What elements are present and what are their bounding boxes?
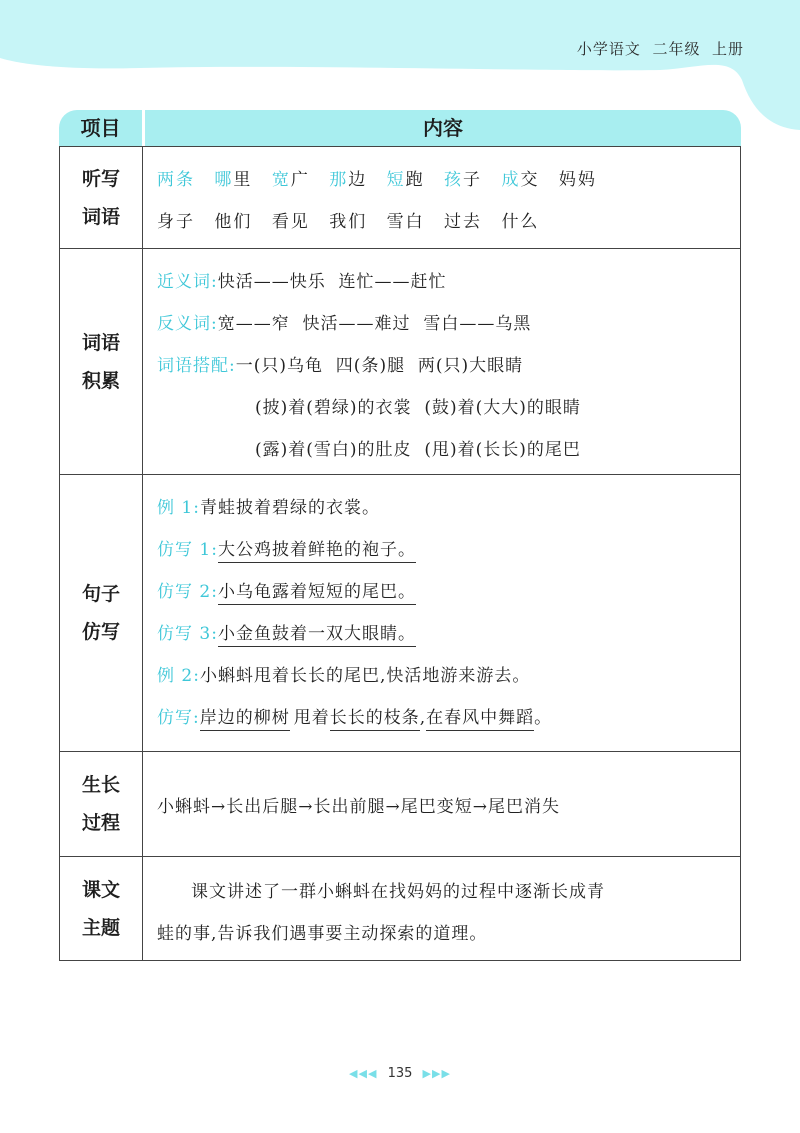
dictation-word: 宽广 (271, 170, 310, 190)
dictation-word: 过去 (444, 212, 483, 232)
imitation-answer-part: 岸边的柳树 (200, 708, 290, 731)
imitation-line (157, 577, 416, 602)
arrow-icon: → (298, 797, 314, 817)
collocation-line (255, 393, 581, 418)
row-label (60, 147, 143, 248)
growth-stage: 长出后腿 (226, 797, 299, 817)
row-label-line: 词语 (81, 331, 120, 354)
dictation-word: 身子 (157, 212, 195, 232)
growth-stage: 长出前腿 (313, 797, 386, 817)
row-label-line: 词语 (81, 205, 120, 228)
dictation-word: 哪里 (214, 170, 253, 190)
left-arrows-icon: ◀◀◀ (349, 1067, 378, 1080)
dictation-word: 看见 (271, 212, 310, 232)
imitation-label: 仿写 2: (157, 582, 218, 602)
imitation-line (157, 535, 416, 560)
imitation-answer: 小乌龟露着短短的尾巴。 (218, 582, 416, 605)
row-label-line: 过程 (81, 812, 120, 834)
arrow-icon: → (211, 797, 227, 817)
row-label-line: 课文 (81, 878, 120, 901)
header-item: 项目 (59, 110, 142, 146)
row-content (143, 249, 740, 474)
example-label: 例 2: (157, 666, 200, 686)
row-label-line: 听写 (81, 167, 120, 190)
example-text: 青蛙披着碧绿的衣裳。 (199, 498, 380, 518)
row-label-line: 句子 (81, 583, 120, 605)
dictation-word: 妈妈 (558, 170, 597, 190)
imitation-answer-part: 甩着 (293, 708, 330, 728)
row-label (60, 475, 143, 751)
collocation-text: 一(只)乌龟 四(条)腿 两(只)大眼睛 (235, 356, 524, 376)
row-label-line: 积累 (81, 369, 120, 392)
dictation-words-line1 (157, 165, 611, 190)
imitation-answer: 大公鸡披着鲜艳的袍子。 (218, 540, 416, 563)
growth-stage: 小蝌蚪 (157, 797, 211, 817)
example-line (157, 661, 530, 686)
example-line (157, 493, 380, 518)
row-growth-process (59, 752, 741, 857)
arrow-icon: → (385, 797, 401, 817)
summary-table (59, 110, 741, 961)
dictation-word: 什么 (501, 212, 540, 232)
row-label (60, 249, 143, 474)
collocation-line (255, 435, 581, 460)
example-text: 小蝌蚪甩着长长的尾巴,快活地游来游去。 (199, 666, 531, 686)
dictation-word: 孩子 (444, 170, 483, 190)
arrow-icon: → (472, 797, 488, 817)
imitation-label: 仿写: (157, 708, 200, 728)
page-footer (0, 1066, 800, 1081)
book-title: 小学语文 二年级 上册 (576, 40, 744, 58)
dictation-word: 他们 (214, 212, 253, 232)
row-label (60, 752, 143, 856)
row-theme (59, 857, 741, 961)
antonym-line (157, 309, 531, 334)
example-label: 例 1: (157, 498, 200, 518)
imitation-answer-part: 在春风中舞蹈 (426, 708, 534, 731)
imitation-answer-part: 。 (534, 708, 553, 728)
row-label-line: 仿写 (81, 621, 120, 643)
imitation-label: 仿写 1: (157, 540, 218, 560)
dictation-word: 两条 (157, 170, 195, 190)
imitation-answer-part: 长长的枝条 (330, 708, 420, 731)
row-label-line: 主题 (81, 916, 120, 939)
dictation-word: 成交 (501, 170, 540, 190)
page-number: 135 (387, 1066, 413, 1081)
dictation-word: 那边 (329, 170, 368, 190)
row-vocabulary (59, 249, 741, 475)
theme-text-line: 课文讲述了一群小蝌蚪在找妈妈的过程中逐渐长成青 (191, 882, 605, 902)
synonym-line (157, 267, 447, 292)
imitation-line (157, 619, 416, 644)
collocation-line (157, 351, 523, 376)
growth-stage: 尾巴消失 (488, 797, 560, 817)
growth-stage: 尾巴变短 (400, 797, 473, 817)
row-content (143, 857, 740, 960)
collocation-label: 词语搭配: (157, 356, 236, 376)
dictation-words-line2 (157, 207, 553, 232)
collocation-text: (披)着(碧绿)的衣裳 (鼓)着(大大)的眼睛 (255, 398, 581, 418)
row-content (143, 475, 740, 751)
collocation-text: (露)着(雪白)的肚皮 (甩)着(长长)的尾巴 (255, 440, 581, 460)
antonym-text: 宽——窄 快活——难过 雪白——乌黑 (217, 314, 532, 334)
header-content: 内容 (145, 110, 741, 146)
imitation-answer-part: , (419, 708, 427, 728)
row-label (60, 857, 143, 960)
row-content (143, 752, 740, 856)
dictation-word: 短跑 (386, 170, 425, 190)
table-header (59, 110, 741, 146)
row-sentence-imitation (59, 475, 741, 752)
row-label-line: 生长 (81, 774, 120, 796)
theme-text-line: 蛙的事,告诉我们遇事要主动探索的道理。 (157, 924, 488, 944)
row-dictation (59, 146, 741, 249)
imitation-label: 仿写 3: (157, 624, 218, 644)
dictation-word: 我们 (329, 212, 368, 232)
synonym-label: 近义词: (157, 272, 218, 292)
antonym-label: 反义词: (157, 314, 218, 334)
right-arrows-icon: ▶▶▶ (422, 1067, 451, 1080)
dictation-word: 雪白 (386, 212, 425, 232)
growth-chain (157, 792, 560, 817)
synonym-text: 快活——快乐 连忙——赶忙 (217, 272, 447, 292)
imitation-answer: 小金鱼鼓着一双大眼睛。 (218, 624, 416, 647)
imitation-line (157, 703, 552, 728)
row-content (143, 147, 740, 248)
